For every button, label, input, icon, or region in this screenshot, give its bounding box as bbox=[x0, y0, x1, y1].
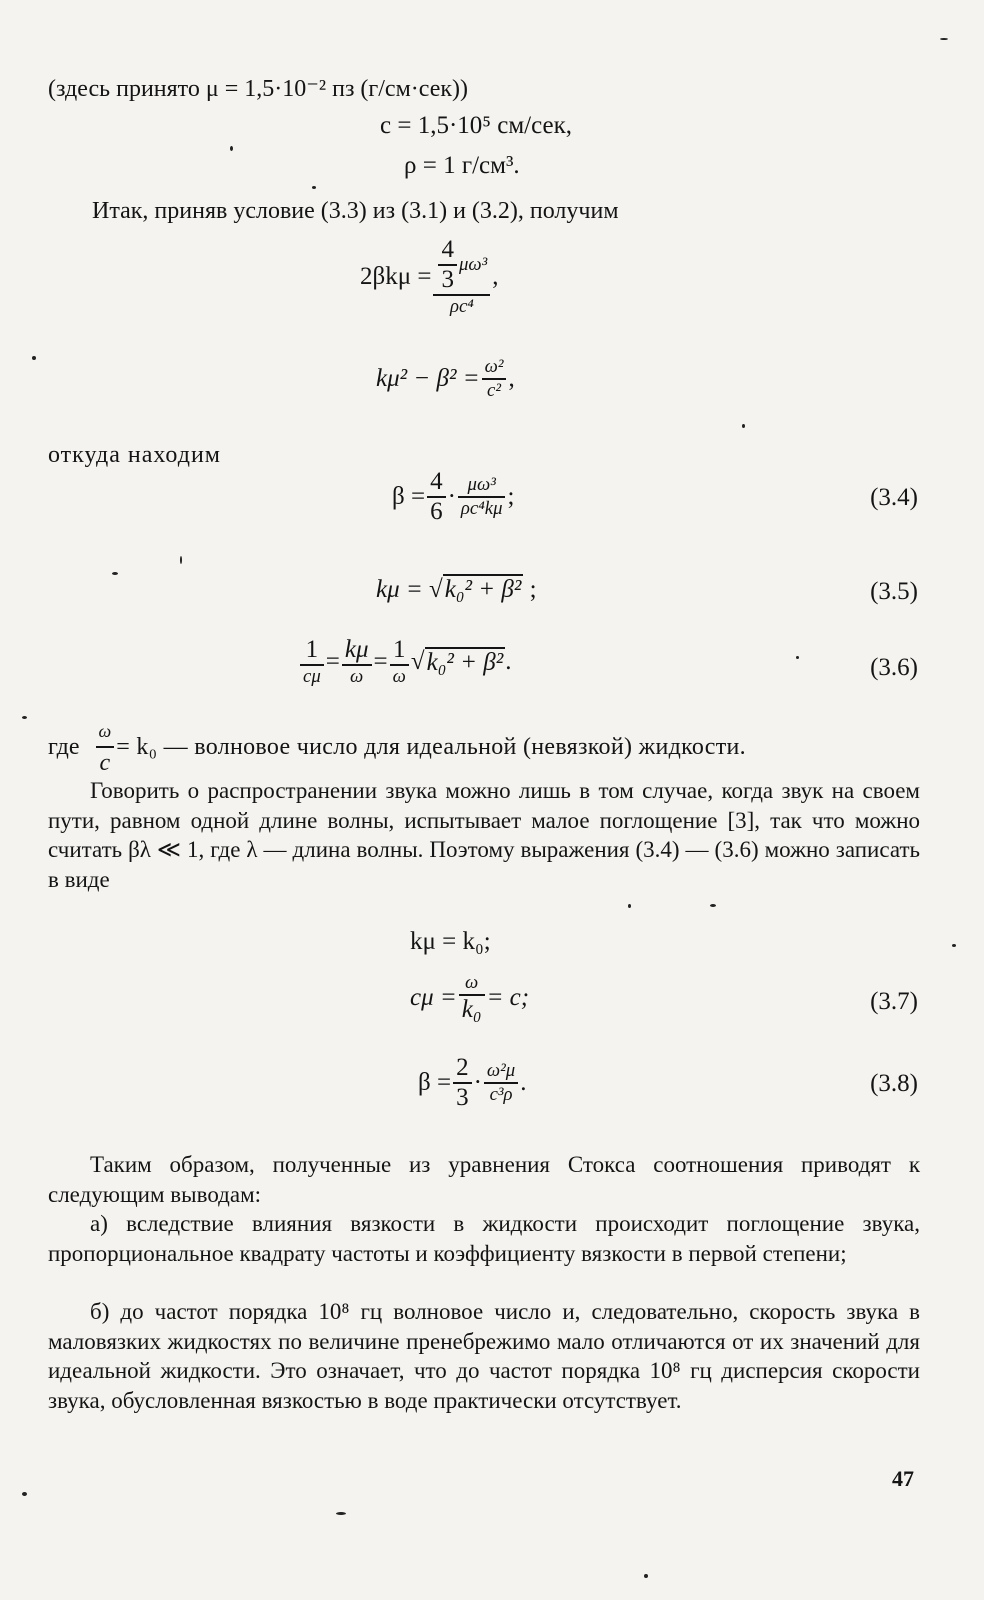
equation-k-equals-k0: kμ = k₀; bbox=[410, 928, 491, 955]
otkuda-text: откуда находим bbox=[48, 442, 221, 468]
equation-3-5 bbox=[376, 576, 537, 604]
scan-speck bbox=[628, 904, 631, 908]
eq36-f2-num: kμ bbox=[342, 636, 372, 666]
eq34-f1-num: 4 bbox=[427, 468, 446, 498]
eq-a-coef-fraction bbox=[438, 236, 457, 294]
eq38-lhs: β = bbox=[418, 1069, 452, 1096]
scan-speck bbox=[22, 716, 27, 719]
eq37-lhs: cμ = bbox=[410, 984, 457, 1011]
sound-speed-line: c = 1,5·10⁵ см/сек, bbox=[380, 112, 572, 139]
scan-speck bbox=[112, 572, 118, 575]
eq-b-tail: , bbox=[508, 365, 515, 392]
intro-sentence: Итак, приняв условие (3.3) из (3.1) и (3.2), получим bbox=[92, 198, 619, 224]
eq34-fraction-2 bbox=[458, 474, 506, 520]
conclusion-b: б) до частот порядка 10⁸ гц волновое число и, следовательно, скорость звука в маловязких жидкостях по величине пренебрежимо мало отличаются от их значений для идеальной жидкости. Это означает, что до частот порядка 10⁸ гц дисперсия скорости звука, обусловленная вязкостью в воде практически отсутствует. bbox=[48, 1299, 920, 1413]
eq38-fraction-2 bbox=[484, 1060, 518, 1106]
eq36-fraction-2 bbox=[342, 636, 372, 688]
eq38-f2-den: c³ρ bbox=[489, 1084, 513, 1105]
eq-number-3-8: (3.8) bbox=[870, 1070, 918, 1097]
eq34-f1-den: 6 bbox=[430, 498, 443, 525]
scan-speck bbox=[796, 656, 799, 659]
scan-speck bbox=[644, 1574, 648, 1578]
paragraph-conclusions: Таким образом, полученные из уравнения Стокса соотношения приводят к следующим выводам: bbox=[48, 1152, 920, 1207]
scan-speck bbox=[952, 944, 956, 947]
eq-number-3-4: (3.4) bbox=[870, 484, 918, 511]
eq-b-fraction bbox=[482, 356, 507, 402]
wave-number-definition bbox=[48, 716, 746, 778]
eq-b-lhs: kμ² − β² = bbox=[376, 365, 480, 392]
eq35-tail: ; bbox=[529, 576, 537, 603]
scan-speck bbox=[180, 556, 182, 564]
eq-b-num: ω² bbox=[482, 356, 507, 380]
scan-speck bbox=[22, 1492, 27, 1496]
equation-3-7 bbox=[410, 972, 529, 1024]
eq34-fraction-1 bbox=[427, 468, 446, 526]
eq37-num: ω bbox=[459, 972, 485, 996]
equation-2beta-k bbox=[360, 236, 499, 318]
eq-a-coef-num: 4 bbox=[438, 236, 457, 266]
scan-speck bbox=[940, 38, 948, 40]
conclusion-a: а) вследствие влияния вязкости в жидкости происходит поглощение звука, пропорциональное квадрату частоты и коэффициенту вязкости в первой степени; bbox=[48, 1211, 920, 1266]
eq35-root: k₀² + β² bbox=[444, 576, 522, 603]
eq34-f2-num: μω³ bbox=[458, 474, 506, 498]
gde-word: где bbox=[48, 734, 80, 760]
eq-number-3-6: (3.6) bbox=[870, 654, 918, 681]
eq-a-den: ρc⁴ bbox=[449, 296, 474, 317]
eq38-f2-num: ω²μ bbox=[484, 1060, 518, 1084]
eq-a-tail: , bbox=[492, 263, 499, 290]
eq36-f2-den: ω bbox=[350, 666, 364, 687]
scan-speck bbox=[312, 186, 316, 189]
eq34-lhs: β = bbox=[392, 483, 426, 510]
eq-a-num-rest: μω³ bbox=[458, 254, 488, 275]
eq35-lhs: kμ = √ bbox=[376, 576, 443, 603]
eq36-root: k₀² + β² bbox=[426, 649, 504, 676]
eq36-fraction-1 bbox=[300, 636, 324, 688]
eq34-f2-den: ρc⁴kμ bbox=[460, 498, 503, 519]
scan-speck bbox=[742, 424, 745, 428]
eq37-fraction bbox=[459, 972, 485, 1024]
eq36-fraction-3 bbox=[390, 636, 409, 688]
eq37-tail: = c; bbox=[486, 984, 530, 1011]
scan-speck bbox=[32, 356, 36, 360]
eq36-f1-den: cμ bbox=[303, 666, 321, 687]
equation-3-4: β = $\frac{4}{6}$ · $\frac{\text{μω³}}{\text{ρc⁴kμ}}$ ; bbox=[392, 468, 515, 525]
equation-3-6: $\frac{1}{c\mu}$ = $\frac{k\mu}{\omega}$ = $\frac{1}{\omega}$ √ k₀² + β² . bbox=[298, 636, 511, 688]
eq-number-3-5: (3.5) bbox=[870, 578, 918, 605]
eq36-f3-num: 1 bbox=[390, 636, 409, 666]
eq38-f1-num: 2 bbox=[453, 1054, 472, 1084]
page-number: 47 bbox=[892, 1466, 914, 1491]
eq-a-lhs: 2βkμ = bbox=[360, 263, 432, 290]
eq38-tail: . bbox=[520, 1069, 527, 1096]
viscosity-assumption-line: (здесь принято μ = 1,5·10⁻² пз (г/см·сек)) bbox=[48, 76, 468, 102]
scan-speck bbox=[336, 1512, 346, 1515]
eq36-tail: . bbox=[505, 648, 512, 675]
scan-speck bbox=[710, 904, 716, 907]
eq38-f1-den: 3 bbox=[456, 1084, 469, 1111]
gde-den: c bbox=[99, 750, 111, 776]
eq-b-den: c² bbox=[487, 380, 501, 401]
gde-fraction bbox=[96, 716, 115, 778]
eq37-den: k₀ bbox=[461, 996, 482, 1023]
density-line: ρ = 1 г/см³. bbox=[404, 152, 520, 179]
eq34-tail: ; bbox=[507, 483, 515, 510]
eq36-f1-num: 1 bbox=[300, 636, 324, 666]
equation-3-8: β = $\frac{2}{3}$ · $\frac{\text{ω²μ}}{\text{c³ρ}}$ . bbox=[418, 1054, 527, 1111]
eq38-fraction-1 bbox=[453, 1054, 472, 1112]
eq36-f3-den: ω bbox=[392, 666, 406, 687]
eq-a-coef-den: 3 bbox=[441, 266, 454, 293]
gde-num: ω bbox=[96, 716, 115, 748]
scan-speck bbox=[230, 146, 233, 151]
eq-number-3-7: (3.7) bbox=[870, 988, 918, 1015]
gde-text: = k₀ — волновое число для идеальной (невязкой) жидкости. bbox=[116, 734, 746, 760]
paragraph-propagation: Говорить о распространении звука можно лишь в том случае, когда звук на своем пути, равном одной длине волны, испытывает малое поглощение [3], так что можно считать βλ ≪ 1, где λ — длина волны. Поэтому выражения (3.4) — (3.6) можно записать в виде bbox=[48, 778, 920, 892]
eq-a-fraction bbox=[433, 236, 490, 318]
equation-k-beta bbox=[376, 356, 515, 402]
